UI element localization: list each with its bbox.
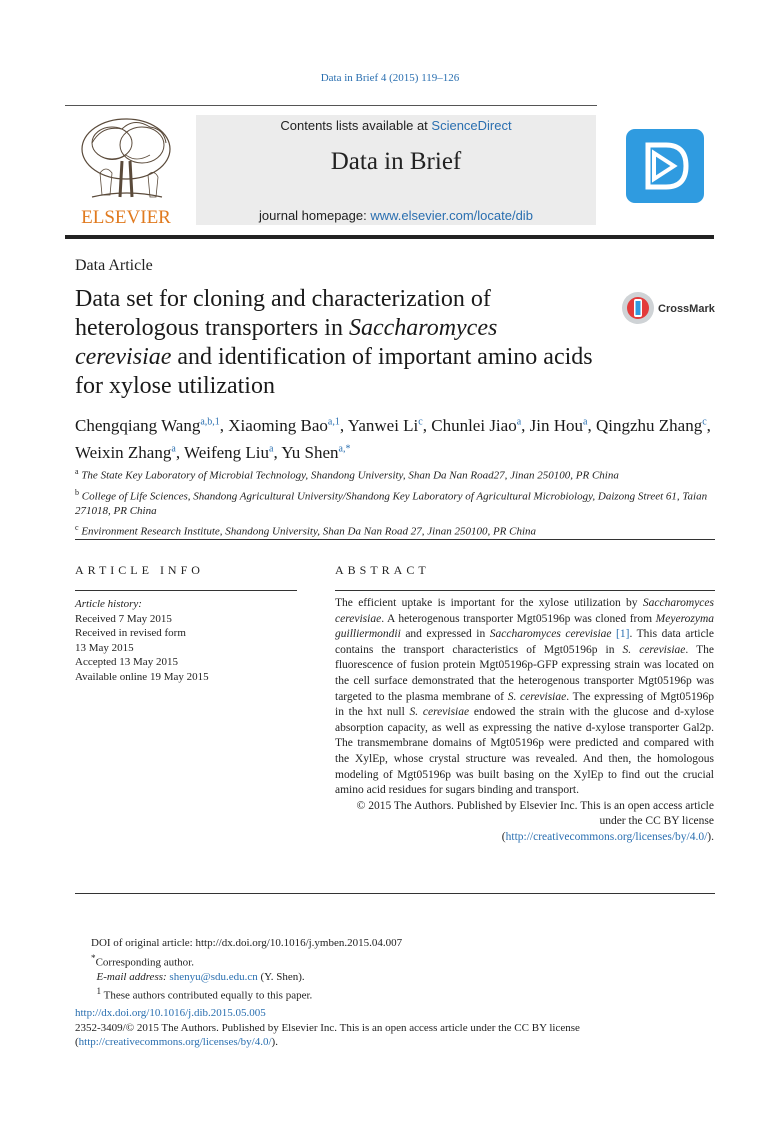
crossmark-badge[interactable] bbox=[621, 290, 716, 326]
history-entry: Accepted 13 May 2015 bbox=[75, 656, 178, 668]
abstract-heading: ABSTRACT bbox=[335, 563, 430, 577]
contents-line bbox=[196, 118, 596, 133]
dib-logo-icon bbox=[626, 129, 704, 203]
title-organism: Saccharomyces cerevisiae bbox=[75, 315, 498, 370]
author-name: Yu Shen bbox=[281, 443, 339, 463]
author-separator: , bbox=[521, 415, 530, 435]
abstract-copyright: © 2015 The Authors. Published by Elsevier Inc. This is an open access article under the CC BY license (http://creativecommons.org/licenses/by/4.0/). bbox=[356, 799, 714, 843]
author-1 bbox=[75, 416, 228, 435]
article-identifiers bbox=[75, 1006, 715, 1050]
author-name: Yanwei Li bbox=[347, 415, 419, 435]
equal-contribution-note: $^1$ These authors contributed equally to this paper. bbox=[96, 986, 313, 1002]
article-doi-link[interactable]: http://dx.doi.org/10.1016/j.dib.2015.05.005 bbox=[75, 1007, 266, 1019]
author-list bbox=[75, 410, 720, 465]
contents-prefix: Contents lists available at bbox=[280, 118, 432, 133]
elsevier-wordmark: ELSEVIER bbox=[81, 207, 171, 228]
affiliation-c bbox=[75, 520, 720, 540]
author-name: Xiaoming Bao bbox=[228, 415, 328, 435]
crossmark-icon bbox=[621, 290, 716, 326]
author-affiliation-mark[interactable]: a,1 bbox=[327, 416, 340, 427]
elsevier-tree-icon bbox=[72, 113, 180, 228]
abstract-body bbox=[335, 596, 714, 846]
author-name: Chengqiang Wang bbox=[75, 415, 201, 435]
journal-name: Data in Brief bbox=[330, 148, 462, 175]
author-5 bbox=[530, 416, 592, 435]
homepage-link[interactable]: www.elsevier.com/locate/dib bbox=[370, 208, 533, 223]
abstract-paragraph: The efficient uptake is important for the xylose utilization by Saccharomyces cerevisiae. A heterogenous transporter Mgt05196p was cloned from Meyerozyma guilliermondii and expressed in Saccharomyces cerevisiae [1]. This data article contains the transport characteristics of Mgt05196p in S. cerevisiae. The fluorescence of fusion protein Mgt05196p-GFP expressing strain was located on the cell surface demonstrated that the heterogenous transporter Mgt05196p was targeted to the plasma membrane of S. cerevisiae. The expressing of Mgt05196p in the hxt null S. cerevisiae endowed the strain with the glucose and d-xylose absorption capacity, as well as expressing the native d-xylose transporter Gal2p. The transmembrane domains of Mgt05196p were predicted and compared with the XylEp, whose crystal structure was revealed. And then, the homologous modeling of Mgt05196p was built basing on the XylEp to find out the crucial amino acid residues for sugars binding and transport. bbox=[335, 597, 714, 797]
author-separator: , bbox=[175, 443, 185, 463]
history-label: Article history: bbox=[75, 598, 142, 610]
reference-link[interactable]: [1] bbox=[616, 628, 630, 641]
author-2 bbox=[228, 416, 347, 435]
author-affiliation-mark[interactable]: a bbox=[516, 416, 522, 427]
affiliation-text: College of Life Sciences, Shandong Agricultural University/Shandong Key Laboratory of Agricultural Microbiology, Daizong Street 61, Taian 271018, PR China bbox=[75, 490, 708, 518]
title-part-2: and identification of important amino acids for xylose utilization bbox=[75, 344, 593, 399]
email-link[interactable]: shenyu@sdu.edu.cn bbox=[169, 970, 258, 983]
footnote-rule bbox=[75, 893, 715, 894]
author-separator: , bbox=[273, 443, 282, 463]
affiliations bbox=[75, 464, 720, 541]
author-name: Qingzhu Zhang bbox=[595, 415, 703, 435]
email-note: E-mail address: shenyu@sdu.edu.cn (Y. Shen). bbox=[96, 970, 305, 983]
issn-line: 2352-3409/© 2015 The Authors. Published by Elsevier Inc. This is an open access article under the CC BY license bbox=[75, 1021, 580, 1034]
journal-reference[interactable]: Data in Brief 4 (2015) 119–126 bbox=[320, 72, 460, 84]
author-7 bbox=[75, 443, 184, 462]
homepage-line bbox=[196, 208, 596, 223]
author-affiliation-mark[interactable]: a,b,1 bbox=[200, 416, 220, 427]
header-thick-rule bbox=[65, 235, 714, 239]
article-type: Data Article bbox=[75, 257, 153, 274]
author-affiliation-mark[interactable]: a,* bbox=[338, 443, 351, 455]
author-affiliation-mark[interactable]: a bbox=[583, 416, 588, 427]
affiliation-a bbox=[75, 464, 720, 484]
header-rule bbox=[65, 105, 597, 106]
history-entry: Received 7 May 2015 bbox=[75, 612, 172, 625]
author-affiliation-mark[interactable]: c bbox=[702, 416, 707, 427]
author-8 bbox=[184, 443, 281, 462]
author-separator: , bbox=[706, 415, 711, 435]
abstract-rule bbox=[335, 590, 715, 591]
title-part-1: Data set for cloning and characterization of heterologous transporters in bbox=[75, 286, 491, 341]
crossmark-label: CrossMark bbox=[658, 303, 715, 315]
author-name: Weifeng Liu bbox=[184, 443, 270, 463]
article-info-heading: ARTICLE INFO bbox=[75, 563, 204, 577]
author-separator: , bbox=[422, 415, 432, 435]
bottom-license-link[interactable]: http://creativecommons.org/licenses/by/4.0/ bbox=[78, 1036, 272, 1048]
history-entry: 13 May 2015 bbox=[75, 641, 134, 654]
author-name: Weixin Zhang bbox=[75, 443, 172, 463]
author-name: Jin Hou bbox=[529, 415, 584, 435]
author-affiliation-mark[interactable]: a bbox=[171, 443, 176, 455]
author-affiliation-mark[interactable]: c bbox=[418, 416, 423, 427]
author-4 bbox=[431, 416, 529, 435]
data-in-brief-logo bbox=[626, 129, 704, 203]
author-separator: , bbox=[587, 415, 592, 435]
footnotes bbox=[75, 936, 715, 1003]
author-name: Chunlei Jiao bbox=[431, 415, 517, 435]
article-history bbox=[75, 597, 305, 684]
author-9 bbox=[281, 443, 350, 462]
history-entry: Received in revised form bbox=[75, 627, 186, 639]
affiliation-mark: c bbox=[75, 523, 79, 533]
history-entry: Available online 19 May 2015 bbox=[75, 670, 209, 683]
author-3 bbox=[348, 416, 431, 435]
affiliation-text: Environment Research Institute, Shandong University, Shan Da Nan Road 27, Jinan 250100, PR China bbox=[81, 525, 537, 538]
bottom-license-line: (http://creativecommons.org/licenses/by/4.0/). bbox=[75, 1036, 278, 1048]
article-info-rule bbox=[75, 590, 297, 591]
doi-original-note: DOI of original article: http://dx.doi.org/10.1016/j.ymben.2015.04.007 bbox=[91, 937, 403, 949]
affiliation-mark: b bbox=[75, 487, 79, 497]
homepage-prefix: journal homepage: bbox=[259, 208, 371, 223]
author-separator: , bbox=[339, 415, 348, 435]
author-affiliation-mark[interactable]: a bbox=[269, 443, 274, 455]
author-separator: , bbox=[219, 415, 229, 435]
affiliation-mark: a bbox=[75, 467, 79, 476]
affiliation-rule bbox=[75, 539, 715, 540]
sciencedirect-link[interactable]: ScienceDirect bbox=[431, 118, 512, 133]
elsevier-logo bbox=[72, 113, 180, 228]
license-link[interactable]: http://creativecommons.org/licenses/by/4.0/ bbox=[505, 830, 708, 843]
affiliation-b bbox=[75, 485, 720, 520]
author-6 bbox=[596, 416, 711, 435]
article-title bbox=[75, 285, 595, 401]
corresponding-note: *Corresponding author. bbox=[91, 952, 194, 969]
affiliation-text: The State Key Laboratory of Microbial Technology, Shandong University, Shan Da Nan Road27, Jinan 250100, PR China bbox=[81, 469, 619, 482]
